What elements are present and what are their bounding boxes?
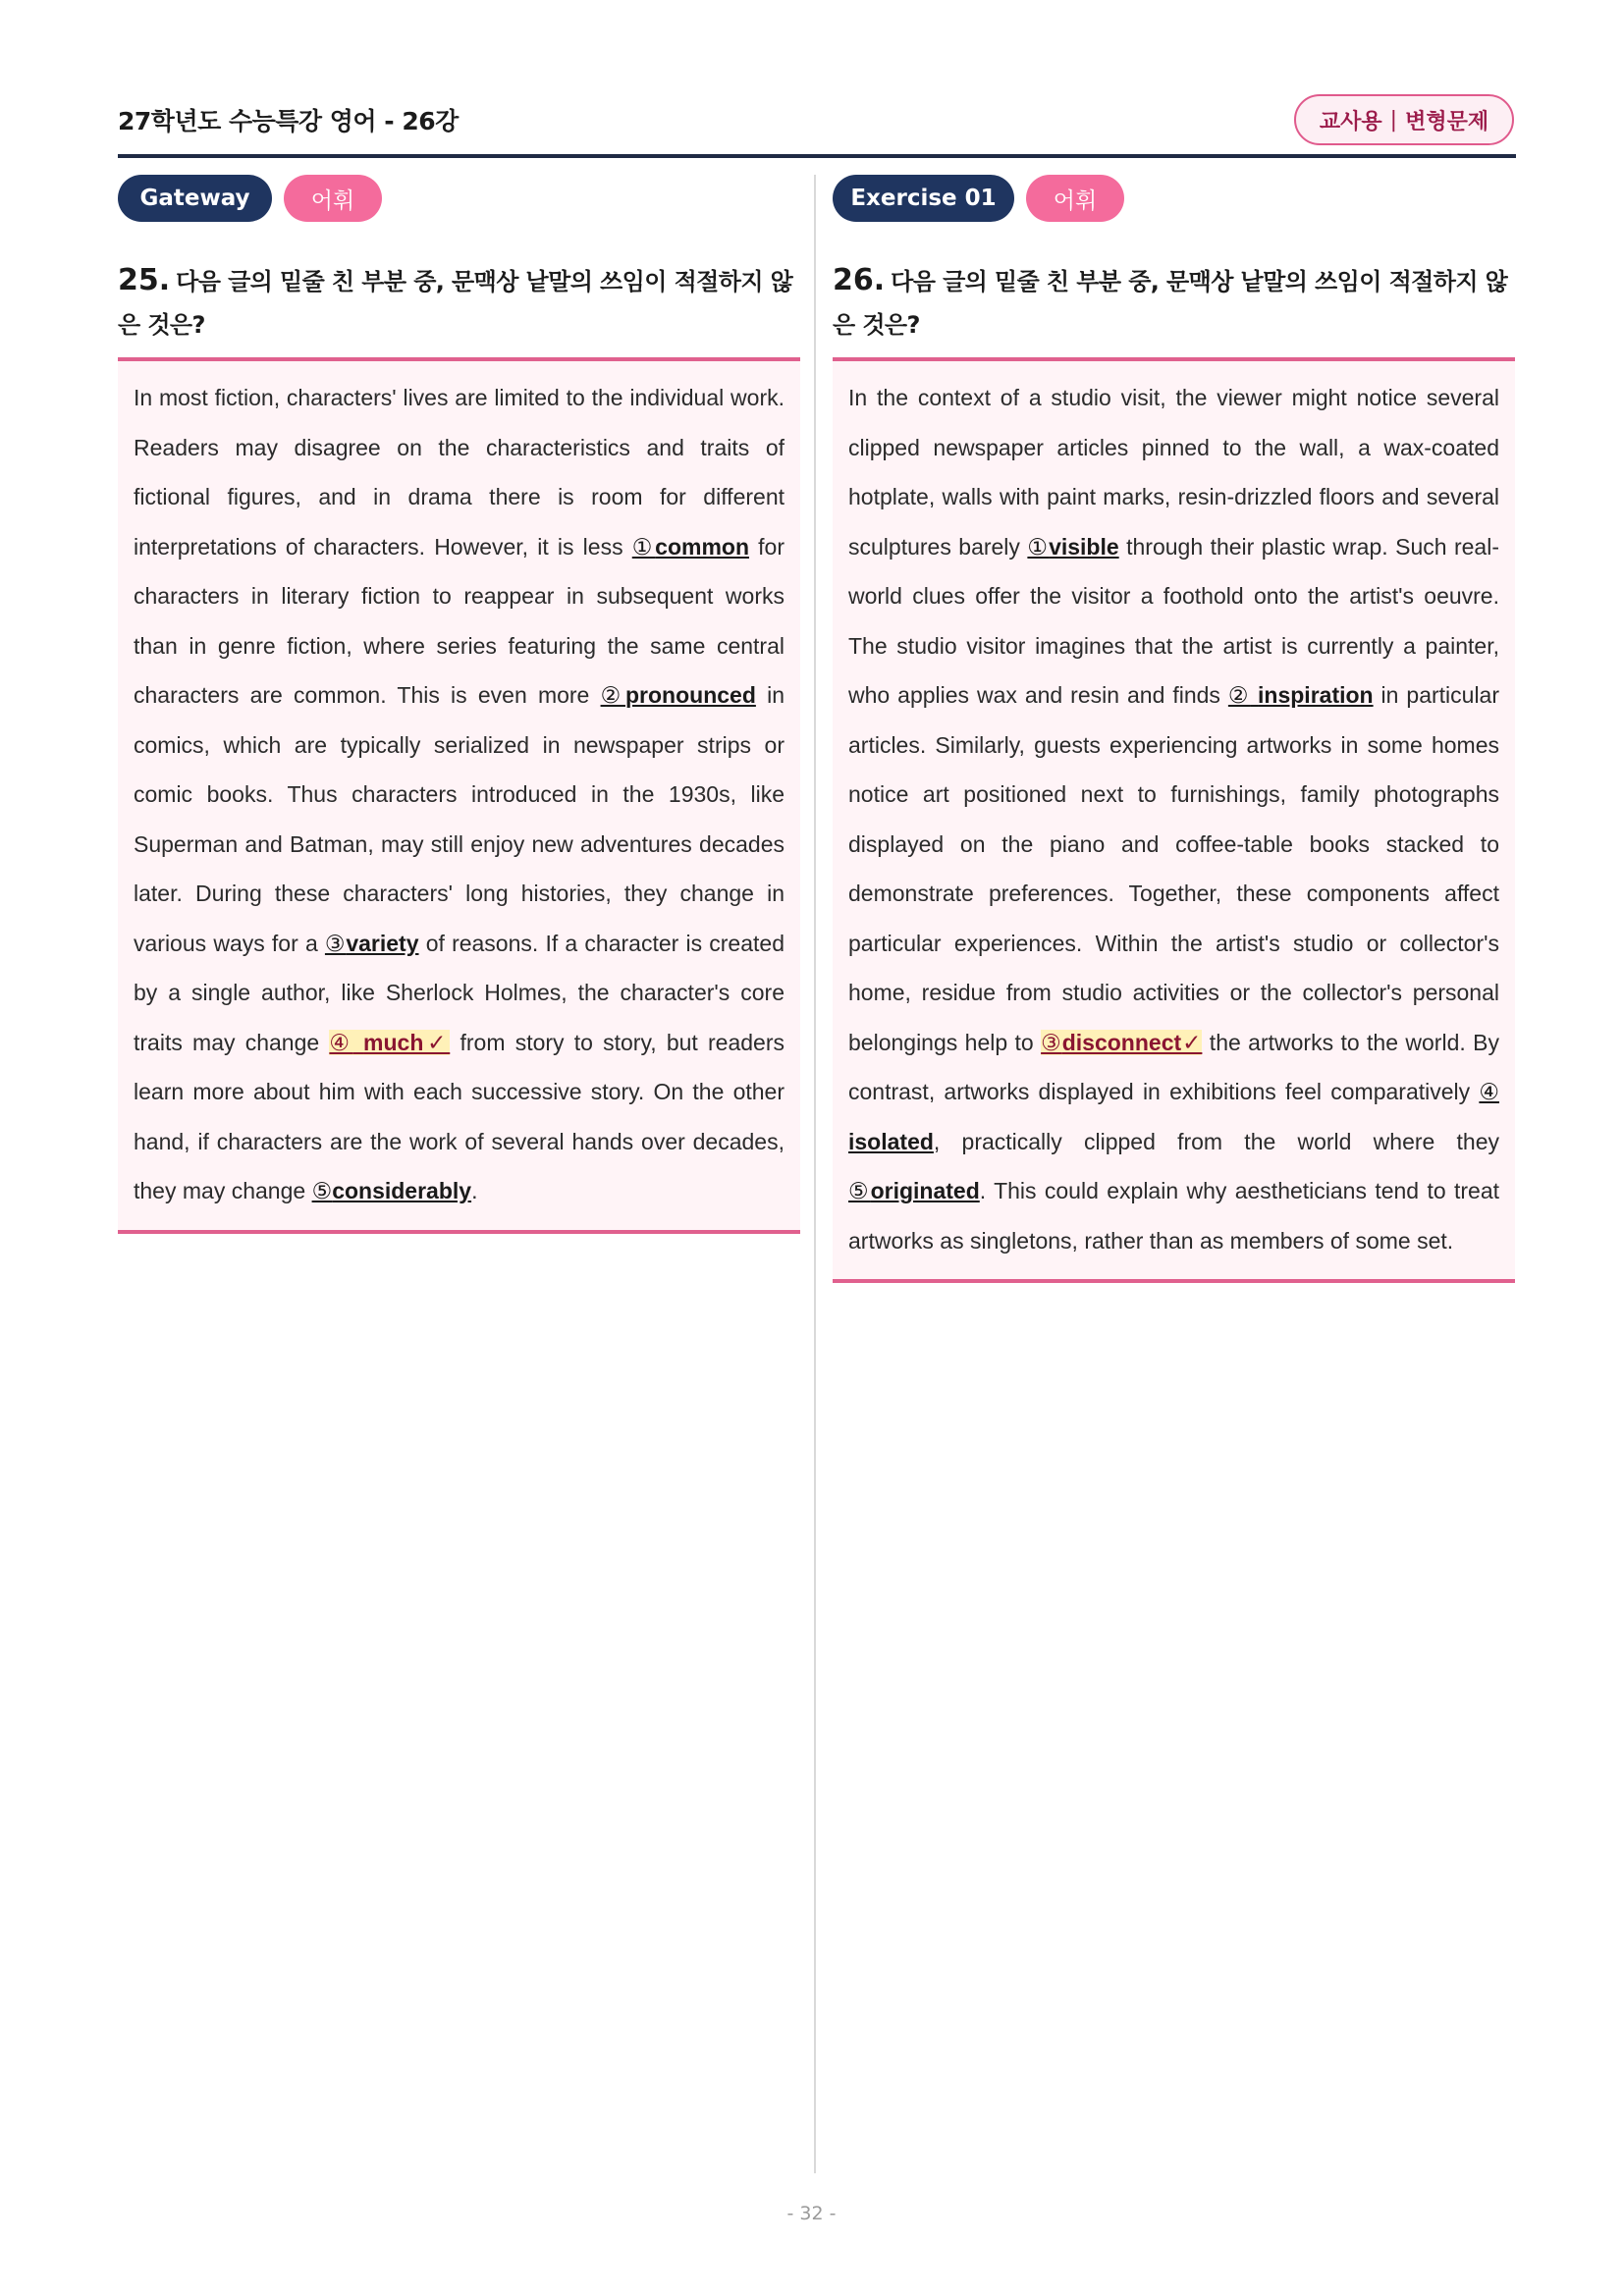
passage-26 [833, 361, 1515, 1279]
badge-label-teacher: 교사용 [1319, 109, 1382, 134]
choice-number: ④ [329, 1029, 353, 1055]
exercise-tag: Exercise 01 [833, 175, 1014, 222]
page-header-title: 27학년도 수능특강 영어 - 26강 [118, 107, 459, 135]
gateway-tag: Gateway [118, 175, 272, 222]
choice-number: ③ [324, 930, 347, 956]
choice-number: ① [631, 533, 656, 560]
passage-text: . [471, 1178, 478, 1203]
choice-5 [312, 1178, 472, 1203]
choice-4-answer [329, 1030, 450, 1055]
choice-word: pronounced [625, 682, 756, 708]
passage-text: of reasons. If a character is created by a single author, like Sherlock Holmes, the character's core traits may change [134, 930, 784, 1055]
choice-1 [632, 534, 749, 560]
choice-2 [601, 682, 756, 708]
question-text: 다음 글의 밑줄 친 부분 중, 문맥상 낱말의 쓰임이 적절하지 않은 것은? [833, 268, 1508, 339]
vocabulary-tag: 어휘 [1026, 175, 1124, 222]
badge-label-variant: 변형문제 [1405, 109, 1489, 134]
choice-word: visible [1049, 533, 1119, 560]
choice-5 [848, 1178, 980, 1203]
passage-text: from story to story, but readers learn more about him with each successive story. On the other hand, if characters are the work of several hands over decades, they may change [134, 1029, 785, 1203]
passage-text: in particular articles. Similarly, guests experiencing artworks in some homes notice art positioned next to furnishings, family photographs displayed on the piano and coffee-table books stacked to demonstrate preferences. Together, these components affect particular experiences. Within the artist's studio or collector's home, residue from studio activities or the collector's personal belongings help to [848, 682, 1500, 1055]
passage-text: through their plastic wrap. Such real-world clues offer the visitor a foothold onto the artist's oeuvre. The studio visitor imagines that the artist is currently a painter, who applies wax and resin and finds [848, 533, 1499, 708]
choice-word: variety [346, 930, 419, 956]
question-text: 다음 글의 밑줄 친 부분 중, 문맥상 낱말의 쓰임이 적절하지 않은 것은? [118, 268, 793, 339]
choice-word: originated [870, 1178, 980, 1203]
choice-word: isolated [848, 1128, 934, 1154]
choice-2 [1228, 682, 1374, 708]
header-divider [118, 154, 1516, 158]
passage-bottom-rule [833, 1279, 1515, 1283]
question-number: 26. [833, 263, 886, 297]
left-column [118, 175, 800, 1234]
passage-text: the artworks to the world. By contrast, artworks displayed in exhibitions feel comparatively [848, 1029, 1499, 1104]
badge-separator: | [1389, 107, 1398, 133]
choice-number: ⑤ [848, 1178, 871, 1203]
choice-number: ① [1027, 533, 1050, 560]
column-divider [814, 175, 816, 2173]
passage-text: In most fiction, characters' lives are limited to the individual work. Readers may disagree on the characteristics and traits of fictional figures, and in drama there is room for different interpretations of characters. However, it is less [134, 385, 784, 560]
choice-number: ② [600, 682, 625, 708]
choice-number: ② [1227, 682, 1251, 708]
choice-word: considerably [332, 1178, 472, 1203]
passage-bottom-rule [118, 1230, 800, 1234]
choice-word: much✓ [363, 1029, 451, 1055]
choice-word: common [655, 533, 749, 560]
choice-word: disconnect✓ [1061, 1029, 1203, 1055]
left-tags [118, 175, 800, 222]
page-number: - 32 - [786, 2203, 837, 2224]
question-number: 25. [118, 263, 171, 297]
right-tags [833, 175, 1515, 222]
passage-text: in comics, which are typically serialized in newspaper strips or comic books. Thus characters introduced in the 1930s, like Superman and Batman, may still enjoy new adventures decades later. During these characters' long histories, they change in various ways for a [134, 682, 784, 956]
question-26 [833, 259, 1515, 346]
choice-word: inspiration [1258, 682, 1374, 708]
passage-25 [118, 361, 800, 1230]
passage-text: In the context of a studio visit, the viewer might notice several clipped newspaper articles pinned to the wall, a wax-coated hotplate, walls with paint marks, resin-drizzled floors and several sculptures barely [848, 385, 1499, 560]
choice-3 [325, 931, 419, 956]
teacher-edition-badge [1294, 94, 1514, 145]
choice-1 [1027, 534, 1118, 560]
right-column [833, 175, 1515, 1283]
choice-number: ⑤ [311, 1178, 333, 1203]
vocabulary-tag: 어휘 [284, 175, 382, 222]
question-25 [118, 259, 800, 346]
choice-number: ④ [1479, 1079, 1499, 1104]
choice-3-answer [1041, 1030, 1202, 1055]
passage-text: for characters in literary fiction to reappear in subsequent works than in genre fiction, where series featuring the same central characters are common. This is even more [134, 533, 785, 708]
passage-text: , practically clipped from the world where they [933, 1128, 1499, 1154]
passage-text: . This could explain why aestheticians tend to treat artworks as singletons, rather than as members of some set. [848, 1178, 1499, 1254]
choice-number: ③ [1041, 1029, 1062, 1055]
